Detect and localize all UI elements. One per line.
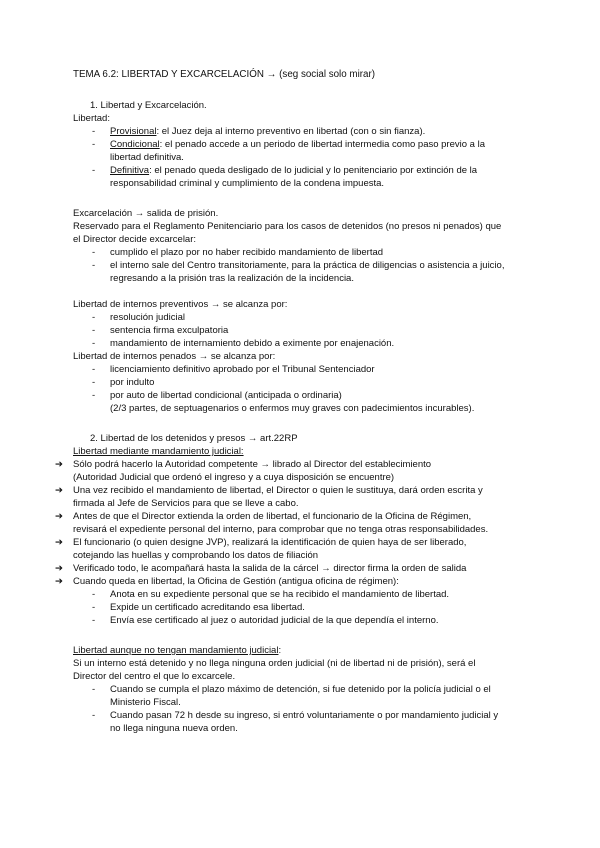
section-label: Libertad: [73, 113, 110, 124]
list-item: - por auto de libertad condicional (anticipada o ordinaria) [73, 389, 533, 402]
arrow-icon: ➔ [55, 511, 63, 522]
subsection-title: Libertad aunque no tengan mandamiento judicial [73, 645, 279, 656]
item-text: : el penado queda desligado de lo judicial y lo penitenciario por extinción de la [149, 165, 478, 176]
item-continuation: (Autoridad Judicial que ordenó el ingreso y a cuya disposición se encuentre) [73, 472, 395, 483]
item-text: Antes de que el Director extienda la orden de libertad, el funcionario de la Oficina de Régimen, [73, 511, 472, 522]
item-text: : el penado accede a un periodo de libertad intermedia como paso previo a la [159, 139, 485, 150]
list-item [55, 562, 533, 575]
section-heading: 1. Libertad y Excarcelación. [90, 100, 207, 111]
list-item: - licenciamiento definitivo aprobado por el Tribunal Sentenciador [73, 363, 533, 376]
arrow-icon: ➔ [55, 563, 63, 574]
term: Definitiva [110, 165, 150, 176]
list-item: - el interno sale del Centro transitoriamente, para la práctica de diligencias o asistencia a juicio, [73, 259, 533, 272]
subsection-heading [73, 644, 533, 657]
list-item [55, 458, 533, 471]
arrow-icon: ➔ [55, 576, 63, 587]
item-continuation: regresando a la prisión tras la realización de la incidencia. [110, 273, 354, 284]
section-libertad-excarcelacion [73, 99, 533, 190]
paragraph-line: Director del centro el que lo excarcele. [73, 671, 236, 682]
paragraph-line: Si un interno está detenido y no llega ninguna orden judicial (ni de libertad ni de prisión), será el [73, 658, 476, 669]
item-text: Cuando queda en libertad, la Oficina de Gestión (antigua oficina de régimen): [73, 576, 399, 587]
list-item [55, 510, 533, 523]
list-item: - mandamiento de internamiento debido a eximente por enajenación. [73, 337, 533, 350]
term: Provisional [110, 126, 157, 137]
section-heading: Libertad de internos preventivos → se alcanza por: [73, 299, 288, 310]
section-sin-mandamiento [73, 644, 533, 735]
list-item: - sentencia firma exculpatoria [73, 324, 533, 337]
list-item: - Cuando pasan 72 h desde su ingreso, si entró voluntariamente o por mandamiento judicial y [73, 709, 533, 722]
item-continuation: revisará el expediente personal del interno, para comprobar que no tenga otras responsabilidades. [73, 524, 489, 535]
item-continuation: Ministerio Fiscal. [110, 697, 181, 708]
list-item [55, 536, 533, 549]
paragraph-line: el Director decide excarcelar: [73, 234, 197, 245]
arrow-icon: ➔ [55, 459, 63, 470]
sub-list-item: - Anota en su expediente personal que se ha recibido el mandamiento de libertad. [73, 588, 533, 601]
sub-list-item: - Expide un certificado acreditando esa libertad. [73, 601, 533, 614]
arrow-icon: ➔ [55, 485, 63, 496]
item-text: El funcionario (o quien designe JVP), realizará la identificación de quien haya de ser liberado, [73, 537, 467, 548]
subsection-heading: Libertad mediante mandamiento judicial: [73, 446, 244, 457]
section-heading: 2. Libertad de los detenidos y presos → art.22RP [90, 433, 298, 444]
item-continuation: firmada al Jefe de Servicios para que se lleve a cabo. [73, 498, 299, 509]
arrow-icon: ➔ [55, 537, 63, 548]
section-detenidos-presos [55, 432, 533, 627]
page-title: TEMA 6.2: LIBERTAD Y EXCARCELACIÓN → (seg social solo mirar) [73, 69, 375, 80]
section-heading: Excarcelación → salida de prisión. [73, 208, 219, 219]
item-continuation: cotejando las huellas y comprobando los datos de filiación [73, 550, 319, 561]
item-text: Sólo podrá hacerlo la Autoridad competente → librado al Director del establecimiento [73, 459, 432, 470]
list-item: - cumplido el plazo por no haber recibido mandamiento de libertad [73, 246, 533, 259]
item-continuation: libertad definitiva. [110, 152, 184, 163]
item-text: : el Juez deja al interno preventivo en libertad (con o sin fianza). [156, 126, 426, 137]
list-item: - resolución judicial [73, 311, 533, 324]
item-note: (2/3 partes, de septuagenarios o enfermos muy graves con padecimientos incurables). [110, 403, 475, 414]
item-text: Una vez recibido el mandamiento de libertad, el Director o quien le sustituya, dará orden escrita y [73, 485, 483, 496]
paragraph-line: Reservado para el Reglamento Penitenciario para los casos de detenidos (no presos ni penados) que [73, 221, 502, 232]
item-continuation: responsabilidad criminal y cumplimiento de la condena impuesta. [110, 178, 385, 189]
section-heading: Libertad de internos penados → se alcanza por: [73, 351, 276, 362]
section-excarcelacion [73, 207, 533, 285]
sub-list-item: - Envía ese certificado al juez o autoridad judicial de la que dependía el interno. [73, 614, 533, 627]
list-item [55, 575, 533, 588]
item-continuation: no llega ninguna nueva orden. [110, 723, 238, 734]
list-item: - por indulto [73, 376, 533, 389]
list-item [73, 125, 533, 138]
term: Condicional [110, 139, 160, 150]
item-text: Verificado todo, le acompañará hasta la salida de la cárcel → director firma la orden de salida [73, 563, 467, 574]
list-item [73, 138, 533, 151]
list-item [55, 484, 533, 497]
list-item: - Cuando se cumpla el plazo máximo de detención, si fue detenido por la policía judicial o el [73, 683, 533, 696]
colon: : [278, 645, 282, 656]
section-libertad-internos [73, 298, 533, 415]
list-item [73, 164, 533, 177]
